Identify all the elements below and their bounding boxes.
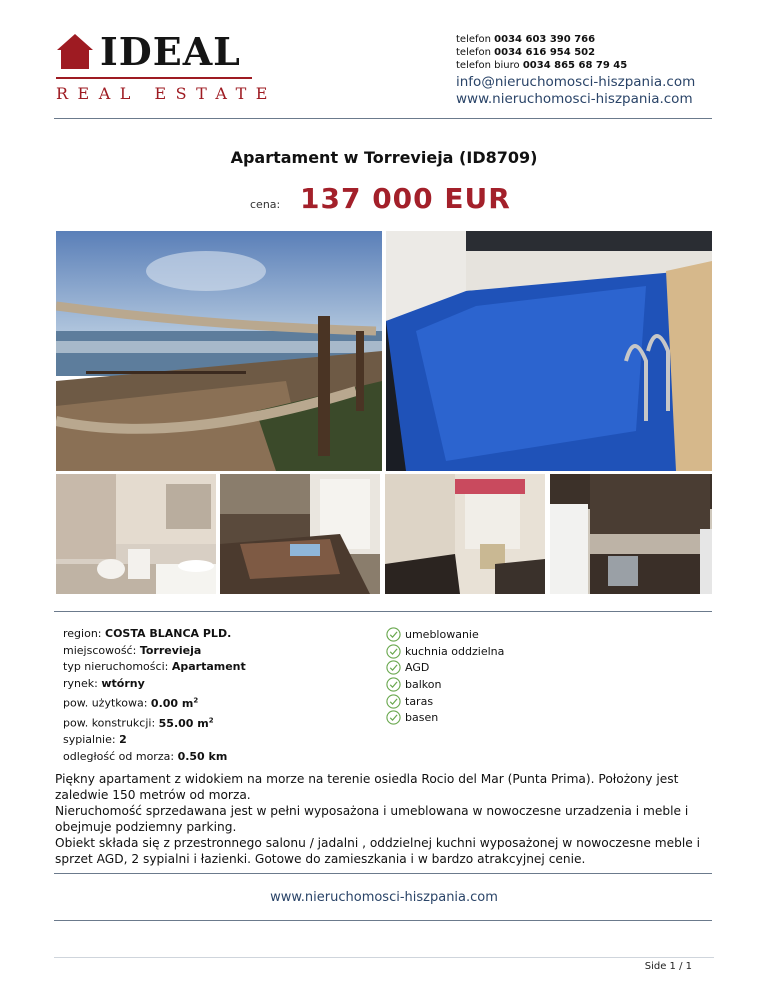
check-circle-icon — [386, 677, 401, 692]
listing-description — [55, 771, 715, 867]
amenities-list — [386, 626, 504, 726]
property-details — [63, 626, 246, 765]
description-paragraph: Nieruchomość sprzedawana jest w pełni wyposażona i umeblowana w nowoczesne urzadzenia i meble i obejmuje podziemny parking. — [55, 804, 689, 834]
logo-tagline: REAL ESTATE — [56, 84, 277, 103]
website-link[interactable]: www.nieruchomosci-hiszpania.com — [456, 91, 693, 107]
phone-line — [456, 59, 756, 72]
footer-divider-top — [54, 873, 712, 874]
page-rule — [54, 957, 714, 958]
price-label: cena: — [250, 198, 281, 211]
section-divider — [54, 611, 712, 612]
check-circle-icon — [386, 710, 401, 725]
check-circle-icon — [386, 660, 401, 675]
amenity-item: basen — [386, 709, 504, 726]
phone-label: telefon — [456, 47, 491, 58]
phone-line — [456, 33, 756, 46]
check-circle-icon — [386, 644, 401, 659]
phone-line — [456, 46, 756, 59]
detail-built-area: pow. konstrukcji: 55.00 $m^2$ — [63, 716, 214, 730]
footer-divider-bottom — [54, 920, 712, 921]
company-logo — [54, 29, 277, 104]
amenity-item: taras — [386, 693, 504, 710]
phone-number[interactable]: 0034 603 390 766 — [494, 34, 596, 45]
detail-bedrooms: sypialnie: 2 — [63, 733, 127, 747]
logo-divider — [56, 77, 252, 79]
photo-bathroom[interactable] — [56, 474, 216, 594]
photo-beach-boardwalk[interactable] — [56, 231, 382, 471]
footer-website-link[interactable]: www.nieruchomosci-hiszpania.com — [270, 890, 498, 905]
check-circle-icon — [386, 694, 401, 709]
house-icon — [56, 32, 94, 70]
price-value: 137 000 EUR — [300, 182, 511, 215]
contact-block — [456, 33, 756, 108]
email-link[interactable]: info@nieruchomosci-hiszpania.com — [456, 74, 696, 90]
phone-label: telefon biuro — [456, 60, 520, 71]
phone-number[interactable]: 0034 865 68 79 45 — [522, 60, 628, 71]
detail-sea-distance: odległość od morza: 0.50 km — [63, 749, 228, 763]
detail-region: region: COSTA BLANCA PLD. — [63, 627, 232, 640]
photo-bedroom-1[interactable] — [220, 474, 380, 594]
logo-wordmark: IDEAL — [100, 29, 241, 74]
check-circle-icon — [386, 627, 401, 642]
page-number: Side 1 / 1 — [644, 961, 692, 972]
detail-type: typ nieruchomości: Apartament — [63, 660, 246, 673]
photo-kitchen[interactable] — [550, 474, 712, 594]
detail-city: miejscowość: Torrevieja — [63, 643, 202, 657]
phone-label: telefon — [456, 34, 491, 45]
listing-title: Apartament w Torrevieja (ID8709) — [230, 148, 538, 167]
description-paragraph: Piękny apartament z widokiem na morze na terenie osiedla Rocio del Mar (Punta Prima). Położony jest zaledwie 150 metrów od morza. — [55, 772, 679, 802]
amenity-item: kuchnia oddzielna — [386, 643, 504, 660]
detail-market: rynek: wtórny — [63, 676, 145, 690]
header-divider — [54, 118, 712, 119]
amenity-item: umeblowanie — [386, 626, 504, 643]
amenity-item: balkon — [386, 676, 504, 693]
photo-swimming-pool[interactable] — [386, 231, 712, 471]
detail-usable-area: pow. użytkowa: 0.00 $m^2$ — [63, 696, 199, 710]
photo-bedroom-2[interactable] — [385, 474, 545, 594]
phone-number[interactable]: 0034 616 954 502 — [494, 47, 596, 58]
amenity-item: AGD — [386, 659, 504, 676]
description-paragraph: Obiekt składa się z przestronnego salonu / jadalni , oddzielnej kuchni wyposażonej w nowoczesne meble i sprzet AGD, 2 sypialni i łazienki. Gotowe do zamieszkania i w bardzo atrakcyjnej cenie. — [55, 836, 701, 866]
